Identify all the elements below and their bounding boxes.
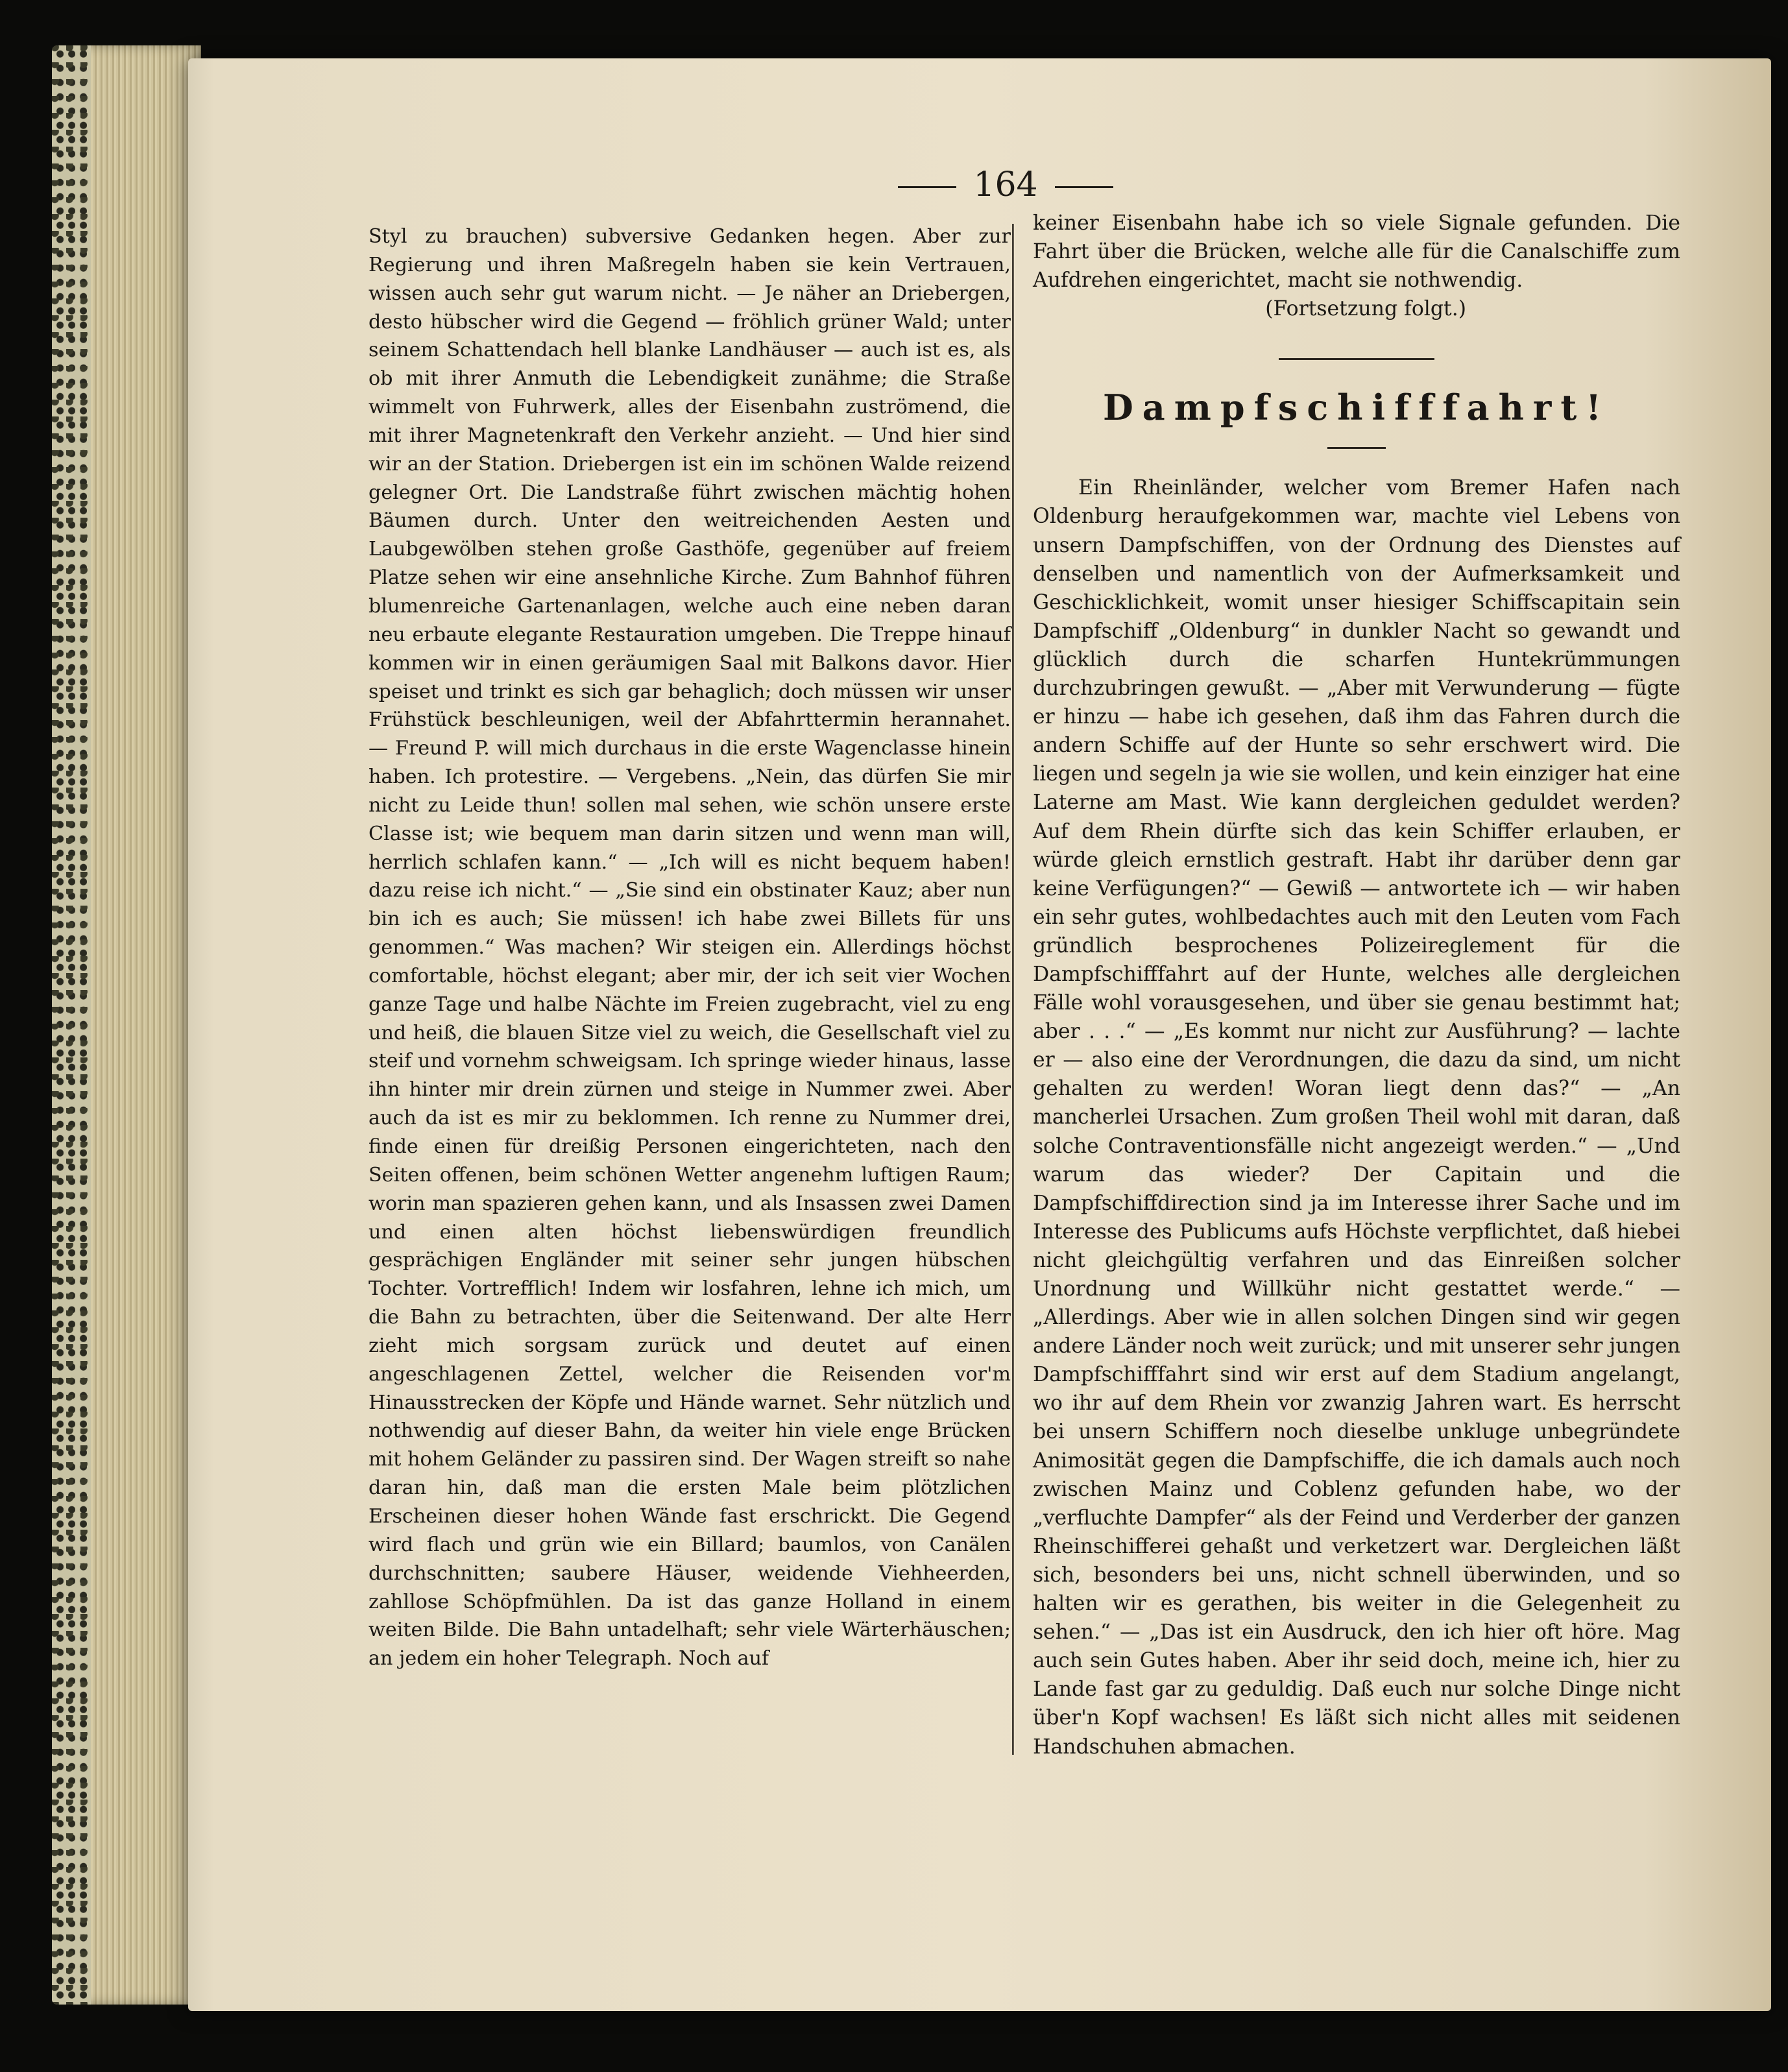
headline-rule: [1327, 447, 1386, 449]
page-number: 164: [869, 165, 1142, 204]
right-column: [1033, 209, 1680, 1761]
continuation-text: keiner Eisenbahn habe ich so viele Signale gefunden. Die Fahrt über die Brücken, welche alle für die Canalschiffe zum Aufdrehen eingerichtet, macht sie nothwendig.: [1033, 211, 1680, 293]
section-rule: [1279, 358, 1434, 360]
article-headline: Dampfschifffahrt!: [1102, 387, 1611, 429]
left-column: [368, 223, 1011, 1753]
marbled-edge: [52, 45, 91, 2005]
article-text: Ein Rheinländer, welcher vom Bremer Hafen nach Oldenburg heraufgekommen war, machte viel Lebens von unsern Dampfschiffen, von der Ordnung des Dienstes auf denselben und namentlich von der Aufmerksamkeit und Geschicklichkeit, womit unser hiesiger Schiffscapitain sein Dampfschiff „Oldenburg“ in dunkler Nacht so gewandt und glücklich durch die scharfen Huntekrümmungen durchzubringen gewußt. — „Aber mit Verwunderung — fügte er hinzu — habe ich gesehen, daß ihm das Fahren durch die andern Schiffe auf der Hunte so sehr erschwert wird. Die liegen und segeln ja wie sie wollen, und kein einziger hat eine Laterne am Mast. Wie kann dergleichen geduldet werden? Auf dem Rhein dürfte sich das kein Schiffer erlauben, er würde gleich ernstlich gestraft. Habt ihr darüber denn gar keine Verfügungen?“ — Gewiß — antwortete ich — wir haben ein sehr gutes, wohlbedachtes auch mit den Leuten vom Fach gründlich besprochenes Polizeireglement für die Dampfschifffahrt auf der Hunte, welches alle dergleichen Fälle wohl vorausgesehen, und über sie genau bestimmt hat; aber . . .“ — „Es kommt nur nicht zur Ausführung? — lachte er — also eine der Verordnungen, die dazu da sind, um nicht gehalten zu werden! Woran liegt denn das?“ — „An mancherlei Ursachen. Zum großen Theil wohl mit daran, daß solche Contraventionsfälle nicht angezeigt werden.“ — „Und warum das wieder? Der Capitain und die Dampfschiffdirection sind ja im Interesse ihrer Sache und im Interesse des Publicums aufs Höchste verpflichtet, daß hiebei nicht gleichgültig verfahren und das Einreißen solcher Unordnung und Willkühr nicht gestattet werde.“ — „Allerdings. Aber wie in allen solchen Dingen sind wir gegen andere Länder noch weit zurück; und mit unserer sehr jungen Dampfschifffahrt sind wir erst auf dem Stadium angelangt, wo ihr auf dem Rhein vor zwanzig Jahren wart. Es herrscht bei unsern Schiffern noch dieselbe unkluge unbegründete Animosität gegen die Dampfschiffe, die ich damals auch noch zwischen Mainz und Coblenz gefunden habe, wo der „verfluchte Dampfer“ als der Feind und Verderber der ganzen Rheinschifferei gehaßt und verketzert war. Dergleichen läßt sich, besonders bei uns, nicht schnell überwinden, und so halten wir es gerathen, bis weiter in die Gelegenheit zu sehen.“ — „Das ist ein Ausdruck, den ich hier oft höre. Mag auch sein Gutes haben. Aber ihr seid doch, meine ich, hier zu Lande fast gar zu geduldig. Daß euch nur solche Dinge nicht über'n Kopf wachsen! Es läßt sich nicht alles mit seidenen Handschuhen abmachen.: [1033, 476, 1680, 1759]
column-divider: [1012, 224, 1014, 1755]
to-be-continued-note: (Fortsetzung folgt.): [1265, 297, 1466, 321]
left-column-text: Styl zu brauchen) subversive Gedanken hegen. Aber zur Regierung und ihren Maßregeln haben sie kein Vertrauen, wissen auch sehr gut warum nicht. — Je näher an Driebergen, desto hübscher wird die Gegend — fröhlich grüner Wald; unter seinem Schattendach hell blanke Landhäuser — auch ist es, als ob mit ihrer Anmuth die Lebendigkeit zunähme; die Straße wimmelt von Fuhrwerk, alles der Eisenbahn zuströmend, die mit ihrer Magnetenkraft den Verkehr anzieht. — Und hier sind wir an der Station. Driebergen ist ein im schönen Walde reizend gelegner Ort. Die Landstraße führt zwischen mächtig hohen Bäumen durch. Unter den weitreichenden Aesten und Laubgewölben stehen große Gasthöfe, gegenüber auf freiem Platze sehen wir eine ansehnliche Kirche. Zum Bahnhof führen blumenreiche Gartenanlagen, welche auch eine neben daran neu erbaute elegante Restauration umgeben. Die Treppe hinauf kommen wir in einen geräumigen Saal mit Balkons davor. Hier speiset und trinkt es sich gar behaglich; doch müssen wir unser Frühstück beschleunigen, weil der Abfahrttermin herannahet. — Freund P. will mich durchaus in die erste Wagenclasse hinein haben. Ich protestire. — Vergebens. „Nein, das dürfen Sie mir nicht zu Leide thun! sollen mal sehen, wie schön unsere erste Classe ist; wie bequem man darin sitzen und wenn man will, herrlich schlafen kann.“ — „Ich will es nicht bequem haben! dazu reise ich nicht.“ — „Sie sind ein obstinater Kauz; aber nun bin ich es auch; Sie müssen! ich habe zwei Billets für uns genommen.“ Was machen? Wir steigen ein. Allerdings höchst comfortable, höchst elegant; aber mir, der ich seit vier Wochen ganze Tage und halbe Nächte im Freien zugebracht, viel zu eng und heiß, die blauen Sitze viel zu weich, die Gesellschaft viel zu steif und vornehm schweigsam. Ich springe wieder hinaus, lasse ihn hinter mir drein zürnen und steige in Nummer zwei. Aber auch da ist es mir zu beklommen. Ich renne zu Nummer drei, finde einen für dreißig Personen eingerichteten, nach den Seiten offenen, beim schönen Wetter angenehm luftigen Raum; worin man spazieren gehen kann, und als Insassen zwei Damen und einen alten höchst liebenswürdigen freundlich gesprächigen Engländer mit seiner sehr jungen hübschen Tochter. Vortrefflich! Indem wir losfahren, lehne ich mich, um die Bahn zu betrachten, über die Seitenwand. Der alte Herr zieht mich sorgsam zurück und deutet auf einen angeschlagenen Zettel, welcher die Reisenden vor'm Hinausstrecken der Köpfe und Hände warnet. Sehr nützlich und nothwendig auf dieser Bahn, da weiter hin viele enge Brücken mit hohem Geländer zu passiren sind. Der Wagen streift so nahe daran hin, daß man die ersten Male beim plötzlichen Erscheinen dieser hohen Wände fast erschrickt. Die Gegend wird flach und grün wie ein Billard; baumlos, von Canälen durchschnitten; saubere Häuser, weidende Viehheerden, zahllose Schöpfmühlen. Da ist das ganze Holland in einem weiten Bilde. Die Bahn untadelhaft; sehr viele Wärterhäuschen; an jedem ein hoher Telegraph. Noch auf: [368, 225, 1011, 1670]
